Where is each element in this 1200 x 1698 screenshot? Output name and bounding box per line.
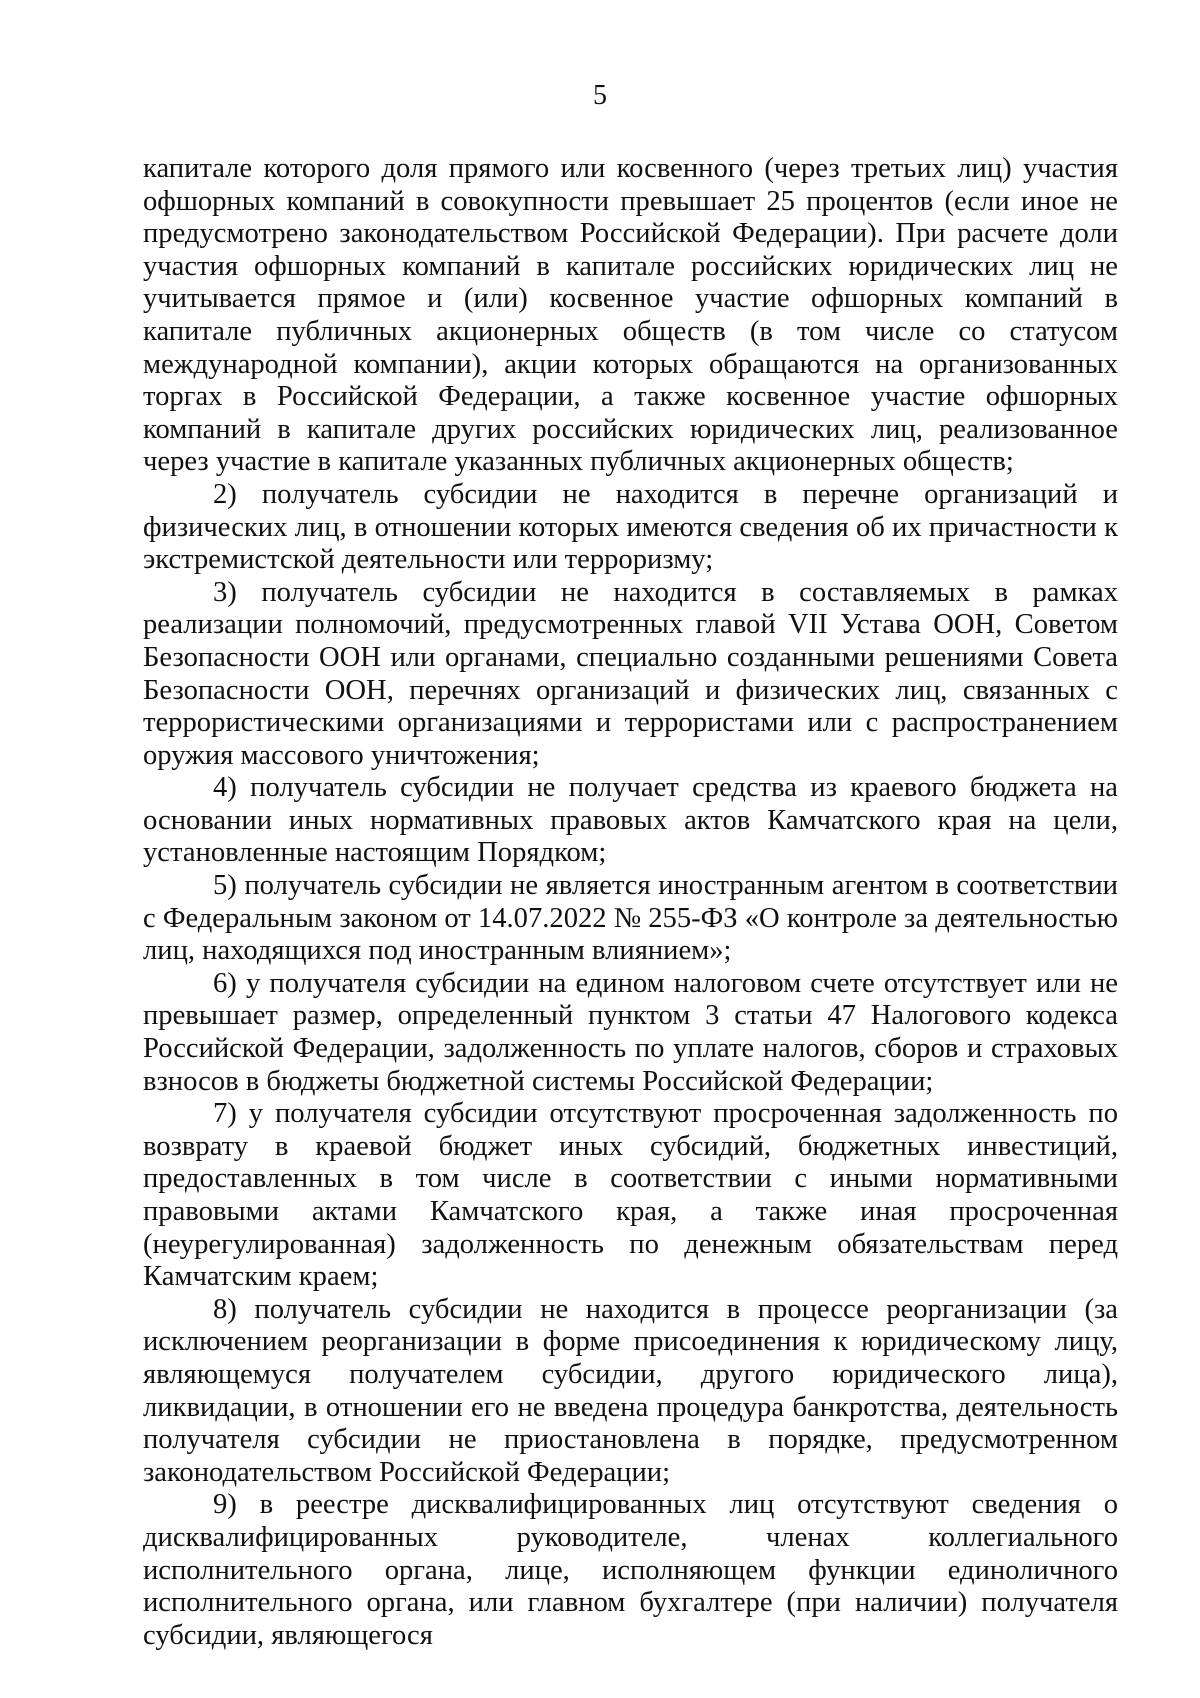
paragraph-item-6: 6) у получателя субсидии на едином налоговом счете отсутствует или не превышает размер, определенный пунктом 3 статьи 47 Налогового кодекса Российской Федерации, задолженность по уплате налогов, сборов и страховых взносов в бюджеты бюджетной системы Российской Федерации; (143, 967, 1118, 1097)
page-number: 5 (593, 80, 607, 111)
paragraph-item-3: 3) получатель субсидии не находится в составляемых в рамках реализации полномочий, предусмотренных главой VII Устава ООН, Советом Безопасности ООН или органами, специально созданными решениями Совета Безопасности ООН, перечнях организаций и физических лиц, связанных с террористическими организациями и террористами или с распространением оружия массового уничтожения; (143, 576, 1118, 771)
paragraph-item-4: 4) получатель субсидии не получает средства из краевого бюджета на основании иных нормативных правовых актов Камчатского края на цели, установленные настоящим Порядком; (143, 772, 1118, 869)
paragraph-item-2: 2) получатель субсидии не находится в перечне организаций и физических лиц, в отношении которых имеются сведения об их причастности к экстремистской деятельности или терроризму; (143, 478, 1118, 576)
paragraph-item-9: 9) в реестре дисквалифицированных лиц отсутствуют сведения о дисквалифицированных руководителе, членах коллегиального исполнительного органа, лице, исполняющем функции единоличного исполнительного органа, или главном бухгалтере (при наличии) получателя субсидии, являющегося (143, 1489, 1118, 1651)
paragraph-continuation: капитале которого доля прямого или косвенного (через третьих лиц) участия офшорных компаний в совокупности превышает 25 процентов (если иное не предусмотрено законодательством Российской Федерации). При расчете доли участия офшорных компаний в капитале российских юридических лиц не учитывается прямое и (или) косвенное участие офшорных компаний в капитале публичных акционерных обществ (в том числе со статусом международной компании), акции которых обращаются на организованных торгах в Российской Федерации, а также косвенное участие офшорных компаний в капитале других российских юридических лиц, реализованное через участие в капитале указанных публичных акционерных обществ; (143, 153, 1118, 478)
paragraph-item-7: 7) у получателя субсидии отсутствуют просроченная задолженность по возврату в краевой бюджет иных субсидий, бюджетных инвестиций, предоставленных в том числе в соответствии с иными нормативными правовыми актами Камчатского края, а также иная просроченная (неурегулированная) задолженность по денежным обязательствам перед Камчатским краем; (143, 1098, 1118, 1293)
paragraph-item-8: 8) получатель субсидии не находится в процессе реорганизации (за исключением реорганизации в форме присоединения к юридическому лицу, являющемуся получателем субсидии, другого юридического лица), ликвидации, в отношении его не введена процедура банкротства, деятельность получателя субсидии не приостановлена в порядке, предусмотренном законодательством Российской Федерации; (143, 1293, 1118, 1488)
document-body (143, 153, 1118, 1652)
paragraph-item-5: 5) получатель субсидии не является иностранным агентом в соответствии с Федеральным законом от 14.07.2022 № 255-ФЗ «О контроле за деятельностью лиц, находящихся под иностранным влиянием»; (143, 870, 1118, 967)
